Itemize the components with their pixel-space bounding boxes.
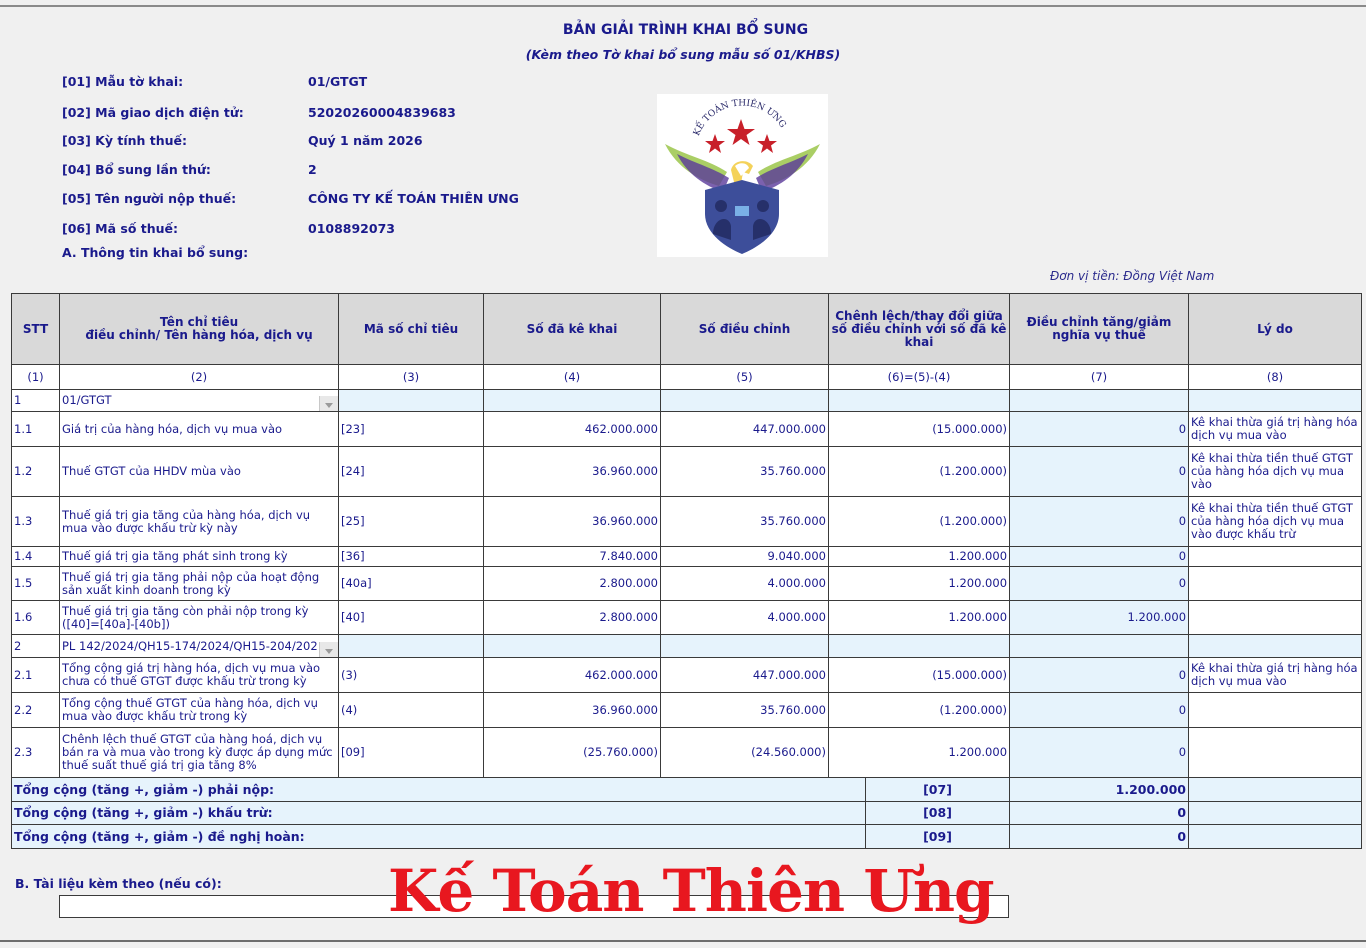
row-obligation: 0 (1010, 447, 1189, 497)
row-declared[interactable]: (25.760.000) (484, 728, 661, 778)
row-reason[interactable] (1189, 601, 1362, 635)
window-top-border (0, 0, 1366, 7)
info-value: 0108892073 (308, 221, 395, 236)
group-stt: 1 (12, 390, 60, 412)
row-stt: 1.3 (12, 497, 60, 547)
empty-cell (829, 801, 866, 825)
row-declared[interactable]: 2.800.000 (484, 567, 661, 601)
row-diff: 1.200.000 (829, 728, 1010, 778)
empty-cell (1010, 390, 1189, 412)
group-select[interactable] (60, 390, 339, 412)
col-header-reason: Lý do (1189, 294, 1362, 365)
row-reason[interactable]: Kê khai thừa tiền thuế GTGT của hàng hóa dịch vụ mua vào được khấu trừ (1189, 497, 1362, 547)
total-value: 0 (1010, 801, 1189, 825)
row-reason[interactable] (1189, 728, 1362, 778)
row-stt: 1.6 (12, 601, 60, 635)
group-select[interactable] (60, 635, 339, 658)
row-obligation: 0 (1010, 693, 1189, 728)
currency-unit-label: Đơn vị tiền: Đồng Việt Nam (1050, 269, 1215, 283)
row-code: [24] (339, 447, 484, 497)
section-a-heading: A. Thông tin khai bổ sung: (62, 245, 249, 260)
row-name: Thuế giá trị gia tăng còn phải nộp trong kỳ ([40]=[40a]-[40b]) (60, 601, 339, 635)
row-reason[interactable] (1189, 547, 1362, 567)
total-code: [09] (866, 825, 1010, 849)
row-diff: 1.200.000 (829, 547, 1010, 567)
row-name: Thuế giá trị gia tăng phải nộp của hoạt động sản xuất kinh doanh trong kỳ (60, 567, 339, 601)
row-diff: (15.000.000) (829, 658, 1010, 693)
col-header-item-name-line1: Tên chỉ tiêu (159, 315, 239, 329)
row-stt: 1.1 (12, 412, 60, 447)
col-header-item-name-line2: điều chỉnh/ Tên hàng hóa, dịch vụ (85, 328, 313, 342)
subheader-3: (3) (339, 365, 484, 390)
row-adjusted[interactable]: 35.760.000 (661, 497, 829, 547)
info-value: 52020260004839683 (308, 105, 456, 120)
table-row (12, 728, 1362, 778)
total-row-refund (12, 825, 1362, 849)
page-subtitle: (Kèm theo Tờ khai bổ sung mẫu số 01/KHBS) (525, 47, 841, 62)
row-adjusted[interactable]: 35.760.000 (661, 693, 829, 728)
svg-text:KẾ TOÁN THIÊN ƯNG: KẾ TOÁN THIÊN ƯNG (692, 98, 788, 138)
row-code: [40] (339, 601, 484, 635)
empty-cell (829, 825, 866, 849)
explanation-table (11, 293, 1362, 849)
row-diff: (1.200.000) (829, 447, 1010, 497)
row-obligation: 0 (1010, 567, 1189, 601)
row-adjusted[interactable]: 447.000.000 (661, 412, 829, 447)
row-name: Thuế giá trị gia tăng phát sinh trong kỳ (60, 547, 339, 567)
info-label: [06] Mã số thuế: (62, 221, 179, 236)
empty-cell (1189, 778, 1362, 802)
group-row (12, 635, 1362, 658)
total-label: Tổng cộng (tăng +, giảm -) đề nghị hoàn: (12, 825, 829, 849)
row-declared[interactable]: 36.960.000 (484, 497, 661, 547)
empty-cell (661, 635, 829, 658)
row-declared[interactable]: 2.800.000 (484, 601, 661, 635)
row-stt: 1.4 (12, 547, 60, 567)
subheader-7: (7) (1010, 365, 1189, 390)
chevron-down-icon[interactable] (319, 642, 338, 658)
table-row (12, 412, 1362, 447)
group-select-value: 01/GTGT (62, 393, 112, 407)
subheader-8: (8) (1189, 365, 1362, 390)
table-row (12, 601, 1362, 635)
row-name: Giá trị của hàng hóa, dịch vụ mua vào (60, 412, 339, 447)
row-obligation: 0 (1010, 412, 1189, 447)
subheader-2: (2) (60, 365, 339, 390)
empty-cell (829, 635, 1010, 658)
row-stt: 2.2 (12, 693, 60, 728)
col-header-difference: Chênh lệch/thay đổi giữa số điều chỉnh với số đã kê khai (829, 294, 1010, 365)
group-row (12, 390, 1362, 412)
page-title-text: BẢN GIẢI TRÌNH KHAI BỔ SUNG (562, 22, 809, 38)
row-declared[interactable]: 36.960.000 (484, 447, 661, 497)
row-obligation: 0 (1010, 658, 1189, 693)
row-declared[interactable]: 462.000.000 (484, 412, 661, 447)
info-value: 2 (308, 162, 317, 177)
window-bottom-border (0, 940, 1366, 948)
row-obligation: 0 (1010, 547, 1189, 567)
col-header-item-name (60, 294, 339, 365)
subheader-5: (5) (661, 365, 829, 390)
empty-cell (829, 390, 1010, 412)
col-header-stt: STT (12, 294, 60, 365)
subheader-1: (1) (12, 365, 60, 390)
info-value: CÔNG TY KẾ TOÁN THIÊN ƯNG (308, 191, 519, 206)
total-row-deductible (12, 801, 1362, 825)
row-adjusted[interactable]: 4.000.000 (661, 567, 829, 601)
empty-cell (484, 390, 661, 412)
row-reason[interactable]: Kê khai thừa giá trị hàng hóa dịch vụ mua vào (1189, 658, 1362, 693)
row-code: (4) (339, 693, 484, 728)
section-b-label: B. Tài liệu kèm theo (nếu có): (15, 876, 222, 891)
eagle-shield-logo-icon (657, 94, 828, 257)
row-reason[interactable] (1189, 693, 1362, 728)
table-row (12, 497, 1362, 547)
subheader-4: (4) (484, 365, 661, 390)
row-adjusted[interactable]: 447.000.000 (661, 658, 829, 693)
row-adjusted[interactable]: 9.040.000 (661, 547, 829, 567)
total-label: Tổng cộng (tăng +, giảm -) khấu trừ: (12, 801, 829, 825)
subheader-6: (6)=(5)-(4) (829, 365, 1010, 390)
table-row (12, 567, 1362, 601)
empty-cell (661, 390, 829, 412)
total-code: [07] (866, 778, 1010, 802)
empty-cell (484, 635, 661, 658)
row-adjusted[interactable]: 35.760.000 (661, 447, 829, 497)
row-diff: (1.200.000) (829, 497, 1010, 547)
empty-cell (1189, 825, 1362, 849)
row-diff: (1.200.000) (829, 693, 1010, 728)
row-stt: 1.5 (12, 567, 60, 601)
empty-cell (339, 390, 484, 412)
info-value: 01/GTGT (308, 74, 368, 89)
row-declared[interactable]: 36.960.000 (484, 693, 661, 728)
row-reason[interactable]: Kê khai thừa tiền thuế GTGT của hàng hóa dịch vụ mua vào (1189, 447, 1362, 497)
table-row (12, 547, 1362, 567)
table-row (12, 693, 1362, 728)
empty-cell (1189, 390, 1362, 412)
empty-cell (1189, 635, 1362, 658)
empty-cell (1189, 801, 1362, 825)
row-obligation: 0 (1010, 497, 1189, 547)
row-diff: 1.200.000 (829, 601, 1010, 635)
info-label: [02] Mã giao dịch điện tử: (62, 105, 244, 120)
col-header-adjusted: Số điều chỉnh (661, 294, 829, 365)
row-stt: 2.3 (12, 728, 60, 778)
empty-cell (339, 635, 484, 658)
row-code: [23] (339, 412, 484, 447)
info-label: [05] Tên người nộp thuế: (62, 191, 237, 206)
col-header-obligation: Điều chỉnh tăng/giảm nghĩa vụ thuế (1010, 294, 1189, 365)
total-code: [08] (866, 801, 1010, 825)
row-stt: 2.1 (12, 658, 60, 693)
row-adjusted[interactable]: (24.560.000) (661, 728, 829, 778)
row-adjusted[interactable]: 4.000.000 (661, 601, 829, 635)
total-value: 0 (1010, 825, 1189, 849)
total-label: Tổng cộng (tăng +, giảm -) phải nộp: (12, 778, 829, 802)
table-subheader-row (12, 365, 1362, 390)
info-label: [04] Bổ sung lần thứ: (62, 162, 211, 177)
table-header-row (12, 294, 1362, 365)
row-name: Thuế GTGT của HHDV mùa vào (60, 447, 339, 497)
total-value: 1.200.000 (1010, 778, 1189, 802)
row-obligation: 0 (1010, 728, 1189, 778)
company-logo (657, 94, 828, 257)
row-code: (3) (339, 658, 484, 693)
empty-cell (829, 778, 866, 802)
info-label: [03] Kỳ tính thuế: (62, 133, 188, 148)
row-declared[interactable]: 7.840.000 (484, 547, 661, 567)
total-row-payable (12, 778, 1362, 802)
table-row (12, 447, 1362, 497)
row-code: [36] (339, 547, 484, 567)
row-code: [09] (339, 728, 484, 778)
row-code: [25] (339, 497, 484, 547)
row-diff: (15.000.000) (829, 412, 1010, 447)
row-obligation: 1.200.000 (1010, 601, 1189, 635)
row-name: Chênh lệch thuế GTGT của hàng hoá, dịch vụ bán ra và mua vào trong kỳ được áp dụng mức thuế suất thuế giá trị gia tăng 8% (60, 728, 339, 778)
page-title (0, 22, 1366, 38)
watermark-text: Kế Toán Thiên Ưng (388, 857, 994, 925)
col-header-declared: Số đã kê khai (484, 294, 661, 365)
row-name: Thuế giá trị gia tăng của hàng hóa, dịch vụ mua vào được khấu trừ kỳ này (60, 497, 339, 547)
chevron-down-icon[interactable] (319, 396, 338, 412)
group-select-value: PL 142/2024/QH15-174/2024/QH15-204/202 (62, 639, 318, 653)
info-value: Quý 1 năm 2026 (308, 133, 423, 148)
empty-cell (1010, 635, 1189, 658)
col-header-code: Mã số chỉ tiêu (339, 294, 484, 365)
info-label: [01] Mẫu tờ khai: (62, 74, 184, 89)
row-name: Tổng cộng giá trị hàng hóa, dịch vụ mua vào chưa có thuế GTGT được khấu trừ trong kỳ (60, 658, 339, 693)
row-reason[interactable]: Kê khai thừa giá trị hàng hóa dịch vụ mua vào (1189, 412, 1362, 447)
table-row (12, 658, 1362, 693)
group-stt: 2 (12, 635, 60, 658)
row-name: Tổng cộng thuế GTGT của hàng hóa, dịch vụ mua vào được khấu trừ trong kỳ (60, 693, 339, 728)
row-declared[interactable]: 462.000.000 (484, 658, 661, 693)
row-code: [40a] (339, 567, 484, 601)
row-diff: 1.200.000 (829, 567, 1010, 601)
row-stt: 1.2 (12, 447, 60, 497)
row-reason[interactable] (1189, 567, 1362, 601)
